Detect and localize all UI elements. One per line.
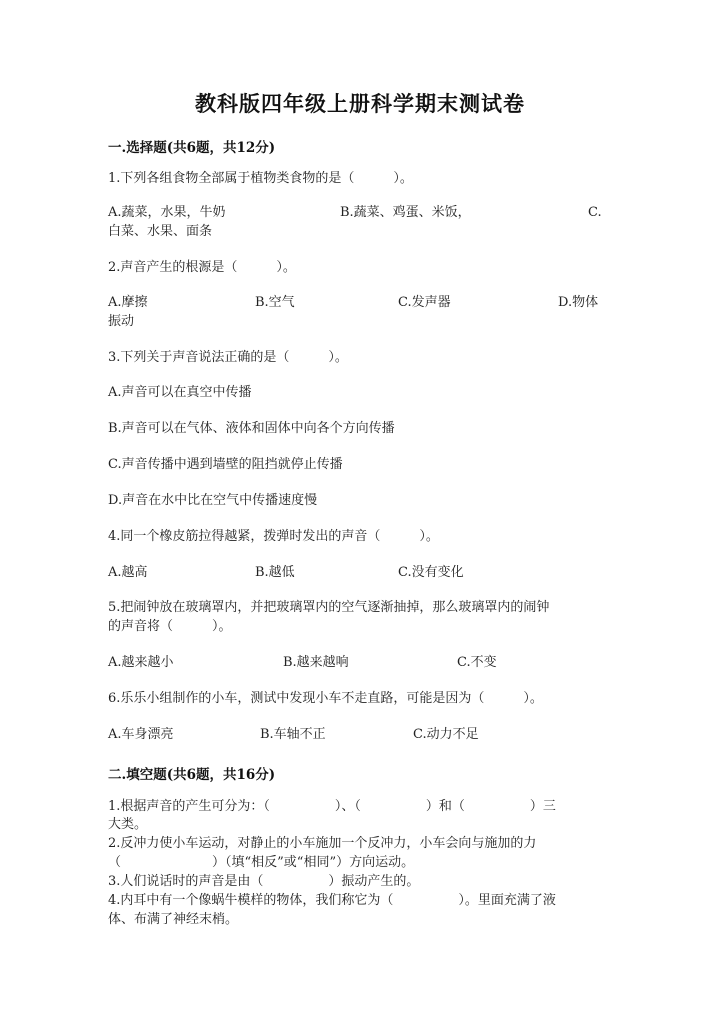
option-a: A.车身漂亮 <box>108 727 174 742</box>
page-title: 教科版四年级上册科学期末测试卷 <box>195 91 525 116</box>
fill-line: 大类。 <box>108 817 148 832</box>
section-heading-choice: 一.选择题(共6题，共12分) <box>108 140 276 156</box>
option-c-text: 白菜、水果、面条 <box>108 224 213 239</box>
option-b: B.蔬菜、鸡蛋、米饭， <box>340 205 471 220</box>
option-c-label: C. <box>588 205 602 220</box>
option-d-continued: 振动 <box>108 314 135 329</box>
option-d: D.声音在水中比在空气中传播速度慢 <box>108 493 318 508</box>
option-a: A.越来越小 <box>108 655 174 670</box>
option-b: B.空气 <box>255 295 295 310</box>
question-stem: 6.乐乐小组制作的小车，测试中发现小车不走直路，可能是因为（ ）。 <box>108 691 543 706</box>
option-a: A.越高 <box>108 565 148 580</box>
option-d: D.物体 <box>558 295 599 310</box>
fill-line: 3.人们说话时的声音是由（ ）振动产生的。 <box>108 874 420 889</box>
question-stem-continued: 的声音将（ ）。 <box>108 619 232 634</box>
question-stem: 5.把闹钟放在玻璃罩内，并把玻璃罩内的空气逐渐抽掉，那么玻璃罩内的闹钟 <box>108 600 550 615</box>
option-b: B.越低 <box>255 565 295 580</box>
option-b: B.车轴不正 <box>260 727 326 742</box>
option-a: A.声音可以在真空中传播 <box>108 385 252 400</box>
option-c: C.不变 <box>457 655 497 670</box>
option-c: C.动力不足 <box>413 727 479 742</box>
fill-line: 4.内耳中有一个像蜗牛模样的物体，我们称它为（ ）。里面充满了液 <box>108 893 556 908</box>
fill-line: （ ）（填“相反”或“相同”）方向运动。 <box>108 855 415 870</box>
fill-line: 体、布满了神经末梢。 <box>108 912 239 927</box>
option-c: C.声音传播中遇到墙壁的阻挡就停止传播 <box>108 457 343 472</box>
option-c: C.没有变化 <box>398 565 464 580</box>
fill-line: 2.反冲力使小车运动，对静止的小车施加一个反冲力，小车会向与施加的力 <box>108 836 537 851</box>
question-stem: 4.同一个橡皮筋拉得越紧，拨弹时发出的声音（ ）。 <box>108 529 439 544</box>
question-stem: 1.下列各组食物全部属于植物类食物的是（ ）。 <box>108 171 413 186</box>
option-c: C.发声器 <box>398 295 451 310</box>
option-a: A.蔬菜，水果，牛奶 <box>108 205 226 220</box>
option-b: B.越来越响 <box>283 655 349 670</box>
question-stem: 3.下列关于声音说法正确的是（ ）。 <box>108 350 348 365</box>
question-stem: 2.声音产生的根源是（ ）。 <box>108 260 296 275</box>
section-heading-fill: 二.填空题(共6题，共16分) <box>108 767 276 783</box>
fill-line: 1.根据声音的产生可分为：（ ）、（ ）和（ ）三 <box>108 799 556 814</box>
option-a: A.摩擦 <box>108 295 148 310</box>
option-b: B.声音可以在气体、液体和固体中向各个方向传播 <box>108 421 395 436</box>
